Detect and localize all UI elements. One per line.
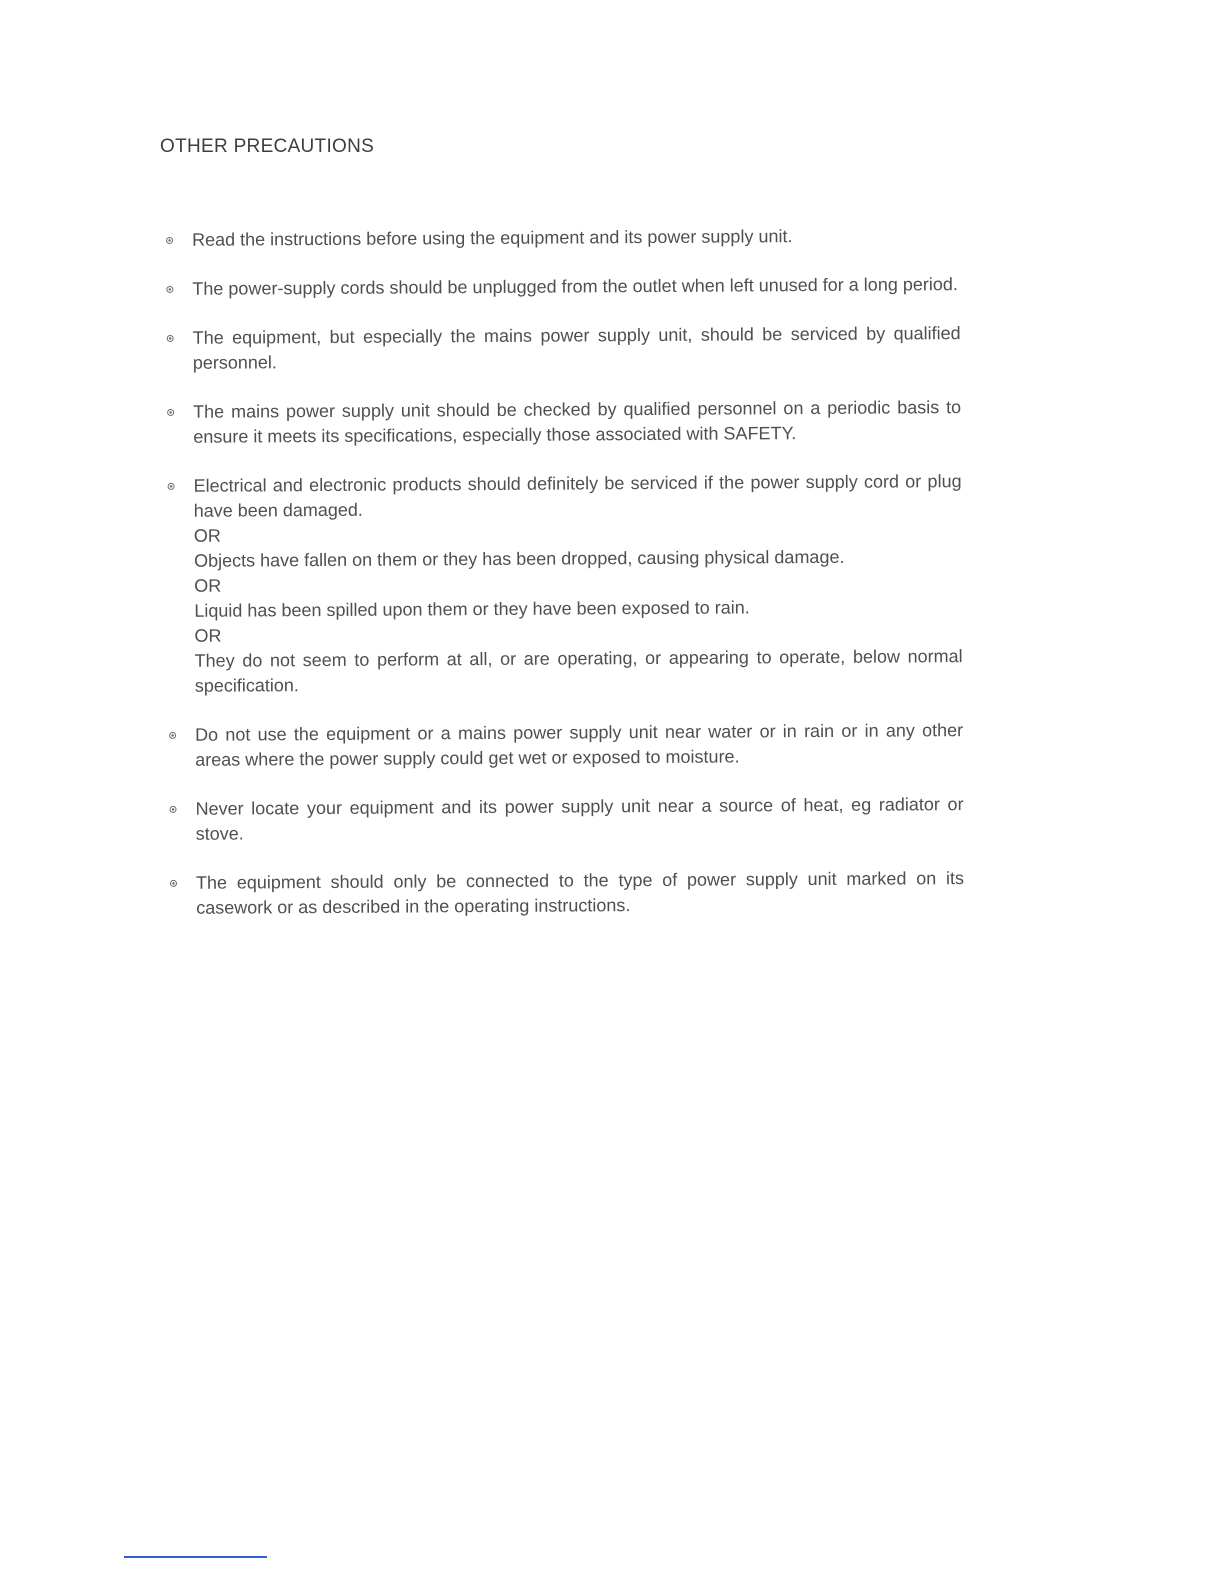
list-item [163, 718, 963, 773]
item-text: Electrical and electronic products should definitely be serviced if the power supply cord or plug have been damaged. [193, 471, 962, 521]
list-item [160, 223, 960, 253]
bullet-icon [168, 483, 175, 490]
item-text: Liquid has been spilled upon them or they have been exposed to rain. [194, 597, 750, 621]
item-text: The mains power supply unit should be checked by qualified personnel on a periodic basis to ensure it meets its specifications, especially those associated with SAFETY. [193, 397, 962, 447]
or-separator: OR [194, 625, 222, 646]
or-separator: OR [193, 525, 221, 546]
item-text: Read the instructions before using the equipment and its power supply unit. [192, 226, 793, 250]
item-text: Do not use the equipment or a mains power supply unit near water or in rain or in any other areas where the power supply could get wet or exposed to moisture. [195, 720, 964, 770]
bullet-icon [169, 732, 176, 739]
bullet-icon [166, 237, 173, 244]
list-item [161, 395, 961, 450]
item-text: Never locate your equipment and its power supply unit near a source of heat, eg radiator or stove. [195, 794, 964, 844]
list-item [164, 866, 964, 921]
or-separator: OR [194, 575, 222, 596]
list-item [162, 469, 963, 699]
footnote-divider [124, 1556, 267, 1558]
item-text: They do not seem to perform at all, or are operating, or appearing to operate, below normal specification. [194, 646, 963, 696]
list-item [163, 792, 963, 847]
bullet-icon [170, 806, 177, 813]
page-title: OTHER PRECAUTIONS [160, 136, 375, 157]
bullet-icon [167, 335, 174, 342]
item-text: Objects have fallen on them or they has been dropped, causing physical damage. [193, 546, 845, 571]
item-text: The power-supply cords should be unplugged from the outlet when left unused for a long period. [192, 274, 958, 299]
item-text: The equipment, but especially the mains power supply unit, should be serviced by qualified personnel. [192, 323, 961, 373]
bullet-icon [166, 286, 173, 293]
bullet-icon [167, 409, 174, 416]
list-item [160, 272, 960, 302]
list-item [161, 321, 961, 376]
precautions-list [160, 223, 964, 945]
bullet-icon [170, 880, 177, 887]
item-text: The equipment should only be connected to the type of power supply unit marked on its casework or as described in the operating instructions. [195, 868, 965, 918]
